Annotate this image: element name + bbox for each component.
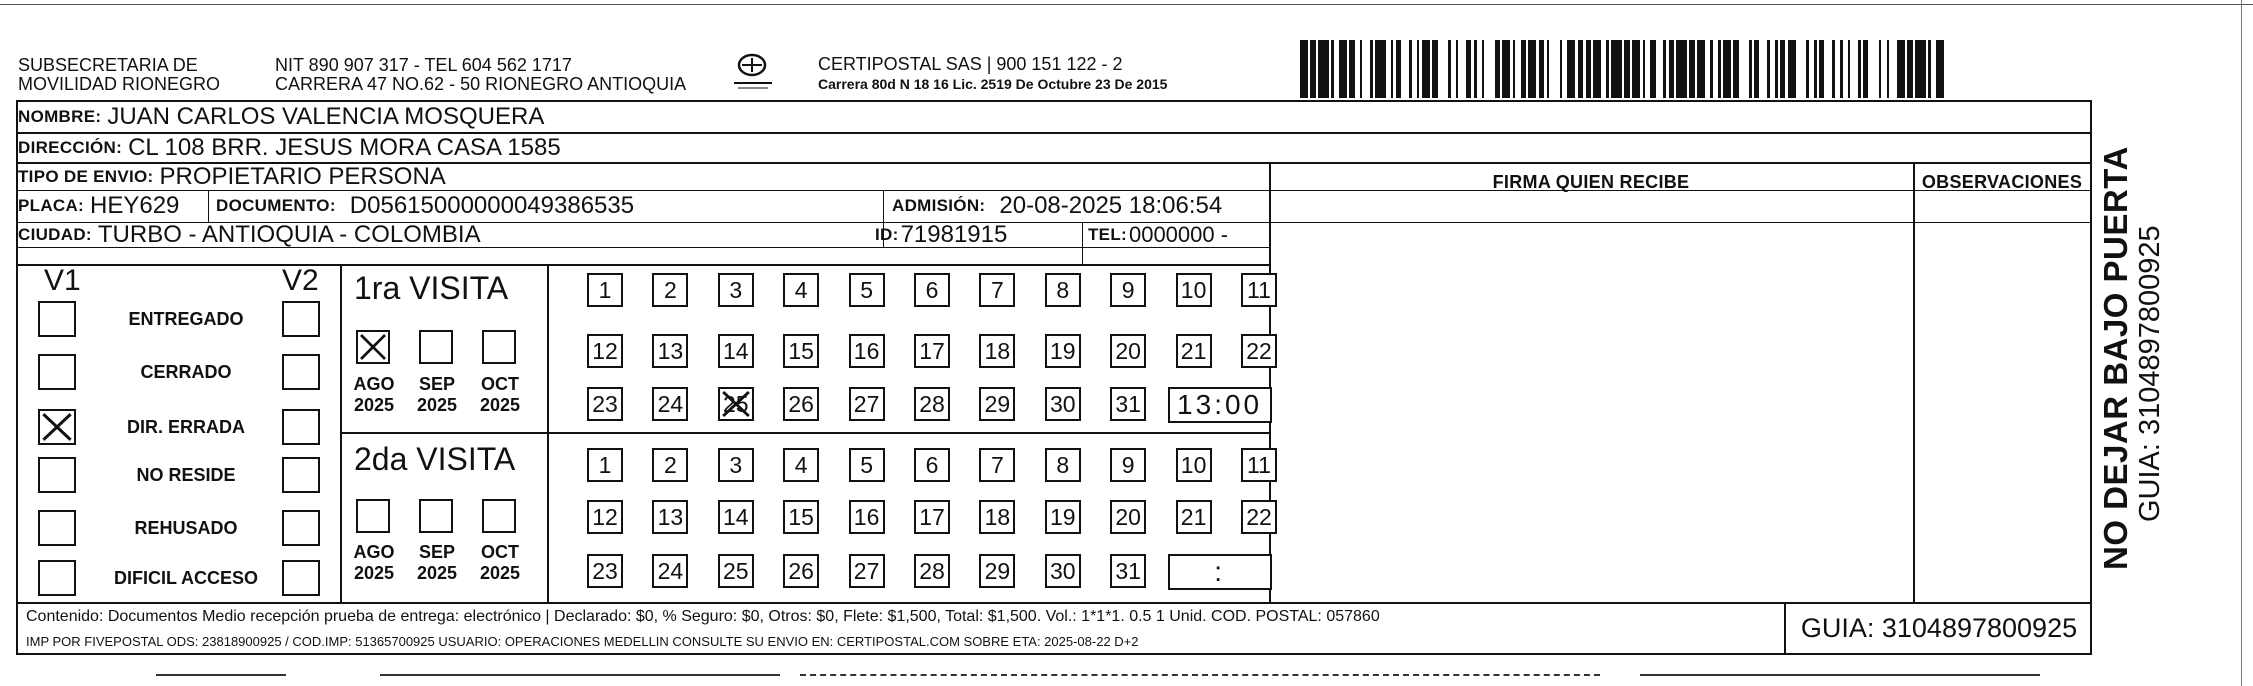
visit2-day-box[interactable]: [1110, 448, 1146, 482]
visit2-day-box[interactable]: [652, 554, 688, 588]
org-contact: [275, 56, 686, 94]
dash-line: [156, 674, 286, 676]
visit1-day-number: 11: [1247, 276, 1271, 303]
visit2-day-box[interactable]: [1241, 448, 1277, 482]
side-guide-number: GUIA: 3104897800925: [2134, 225, 2166, 522]
visit2-day-number: 21: [1180, 503, 1207, 530]
visit2-day-number: 17: [919, 503, 945, 530]
visit1-day-number: 24: [657, 390, 684, 417]
visit2-month-name: AGO: [353, 542, 395, 562]
divider: [16, 264, 1270, 266]
visit2-day-box[interactable]: [849, 500, 885, 534]
document-field: [216, 191, 634, 221]
visit1-day-number: 16: [853, 337, 880, 364]
visit1-day-number: 31: [1115, 390, 1141, 417]
barcode-bar: [1484, 40, 1494, 98]
visit2-day-number: 16: [853, 503, 880, 530]
barcode-bar: [1936, 40, 1944, 98]
visit2-day-box[interactable]: [1241, 500, 1277, 534]
city-label: CIUDAD:: [18, 225, 92, 244]
visit1-day-number: 8: [1056, 276, 1070, 303]
divider: [1269, 162, 1271, 602]
divider: [208, 190, 209, 222]
barcode-bar: [1759, 40, 1767, 98]
visit2-day-number: 1: [598, 451, 612, 478]
visit1-month-checkbox[interactable]: [356, 330, 390, 364]
visit2-day-box[interactable]: [1045, 554, 1081, 588]
visit2-month-year: 2025: [416, 563, 458, 583]
barcode-bar: [1401, 40, 1409, 98]
admission-value: 20-08-2025 18:06:54: [999, 192, 1223, 219]
visit2-day-number: 4: [794, 451, 808, 478]
org-line-1: SUBSECRETARIA DE: [18, 55, 198, 75]
barcode-bar: [1632, 40, 1640, 98]
visit1-time-box[interactable]: [1168, 387, 1272, 423]
barcode-bar: [1676, 40, 1686, 98]
visit2-day-box[interactable]: [718, 554, 754, 588]
visit2-day-number: 11: [1247, 451, 1271, 478]
divider: [547, 264, 549, 602]
visit1-day-number: 14: [723, 337, 749, 364]
courier-info: [818, 54, 1167, 94]
shipping-type-label: TIPO DE ENVIO:: [18, 167, 154, 186]
visit1-day-number: 4: [794, 276, 808, 303]
visit1-month-name: OCT: [481, 374, 519, 394]
visit2-day-number: 29: [984, 557, 1011, 584]
visit1-day-box[interactable]: [914, 334, 950, 368]
visit2-day-number: 31: [1115, 557, 1141, 584]
visit2-day-number: 27: [853, 557, 880, 584]
v2-checkbox[interactable]: [282, 409, 320, 445]
visit1-day-box[interactable]: [587, 387, 623, 421]
visit1-day-box[interactable]: [1241, 334, 1277, 368]
visit1-day-number: 17: [919, 337, 945, 364]
plate-value: HEY629: [90, 192, 180, 219]
address-label: DIRECCIÓN:: [18, 138, 123, 157]
v2-label: V2: [282, 264, 319, 297]
visit1-day-number: 23: [592, 390, 618, 417]
visit1-day-number: 9: [1121, 276, 1135, 303]
visit1-day-number: 22: [1246, 337, 1272, 364]
status-label: DIR. ERRADA: [126, 417, 245, 437]
status-label: ENTREGADO: [128, 309, 244, 329]
visit1-day-box[interactable]: [652, 273, 688, 307]
id-field: [875, 222, 1007, 248]
visit2-day-box[interactable]: [783, 500, 819, 534]
v2-checkbox[interactable]: [282, 301, 320, 337]
nit-line: NIT 890 907 317 - TEL 604 562 1717: [275, 55, 572, 75]
divider: [1913, 162, 1915, 602]
barcode-bar: [1915, 40, 1925, 98]
visit1-day-box[interactable]: [1045, 334, 1081, 368]
address-row: [18, 133, 561, 163]
visit1-day-number: 13: [657, 337, 684, 364]
visit1-month-year: 2025: [416, 395, 458, 415]
barcode-bar: [1438, 40, 1448, 98]
guide-number-box: GUIA: 3104897800925: [1800, 613, 2078, 643]
visit2-time-box[interactable]: [1168, 554, 1272, 590]
barcode: [1300, 40, 1940, 98]
barcode-bar: [1889, 40, 1897, 98]
visit1-day-number: 5: [860, 276, 873, 303]
org-name: [18, 56, 220, 94]
visit2-title: 2da VISITA: [354, 441, 516, 477]
visit2-day-box[interactable]: [1176, 448, 1212, 482]
certipostal-logo-icon: [728, 50, 778, 92]
barcode-bar: [1824, 40, 1832, 98]
admission-label: ADMISIÓN:: [892, 196, 986, 215]
tel-field: [1088, 222, 1228, 248]
visit1-day-number: 26: [788, 390, 814, 417]
visit1-day-number: 15: [788, 337, 814, 364]
barcode-bar: [1739, 40, 1749, 98]
visit1-title: 1ra VISITA: [354, 270, 509, 306]
address-line: CARRERA 47 NO.62 - 50 RIONEGRO ANTIOQUIA: [275, 74, 687, 94]
status-label: NO RESIDE: [136, 465, 236, 485]
visit1-month-label: [472, 374, 528, 416]
org-line-2: MOVILIDAD RIONEGRO: [18, 74, 221, 94]
visit2-day-box[interactable]: [1110, 554, 1146, 588]
barcode-bar: [1788, 40, 1796, 98]
courier-line-2: Carrera 80d N 18 16 Lic. 2519 De Octubre 23 De 2015: [818, 76, 1168, 92]
visit2-day-number: 7: [990, 451, 1004, 478]
visit2-day-box[interactable]: [979, 448, 1015, 482]
divider: [1082, 222, 1083, 264]
document-label: DOCUMENTO:: [216, 196, 336, 215]
plate-field: [18, 191, 179, 221]
visit1-day-number: 28: [919, 390, 945, 417]
visit2-day-number: 2: [663, 451, 677, 478]
day-cross-mark: [720, 389, 752, 419]
visit2-day-number: 12: [592, 503, 618, 530]
document-value: D05615000000049386535: [349, 192, 635, 219]
v1-label: V1: [44, 264, 81, 297]
visit1-day-box[interactable]: [849, 387, 885, 421]
visit1-day-box[interactable]: [1110, 273, 1146, 307]
dash-line: [1640, 674, 2040, 676]
visit2-month-label: [472, 542, 528, 584]
visit2-day-number: 18: [984, 503, 1011, 530]
visit1-day-number: 30: [1050, 390, 1076, 417]
name-label: NOMBRE:: [18, 107, 102, 126]
barcode-bar: [1593, 40, 1601, 98]
v2-checkbox[interactable]: [282, 457, 320, 493]
visit1-day-number: 6: [925, 276, 939, 303]
scan-edge-line: [0, 4, 2253, 5]
visit2-day-box[interactable]: [783, 448, 819, 482]
visit1-day-box[interactable]: [1045, 273, 1081, 307]
barcode-bar: [1723, 40, 1731, 98]
visit2-day-box[interactable]: [1176, 500, 1212, 534]
visit2-day-number: 26: [788, 557, 814, 584]
visit1-day-number: 20: [1115, 337, 1141, 364]
signature-area[interactable]: [1272, 194, 1912, 600]
visit1-day-box[interactable]: [1110, 387, 1146, 421]
visit2-month-label: [346, 542, 402, 584]
visit1-month-checkbox[interactable]: [419, 330, 453, 364]
visit2-day-box[interactable]: [914, 500, 950, 534]
v1-checkbox[interactable]: [38, 409, 76, 445]
observations-area[interactable]: [1916, 194, 2088, 600]
visit2-month-checkbox[interactable]: [482, 499, 516, 533]
barcode-bar: [1897, 40, 1905, 98]
barcode-bar: [1300, 40, 1308, 98]
visit2-day-number: 9: [1121, 451, 1135, 478]
barcode-bar: [1611, 40, 1621, 98]
visit1-day-box[interactable]: [718, 273, 754, 307]
visit2-month-name: SEP: [418, 542, 456, 562]
visit1-month-label: [409, 374, 465, 416]
v2-checkbox[interactable]: [282, 354, 320, 390]
visit2-day-number: 10: [1180, 451, 1207, 478]
visit2-day-number: 8: [1056, 451, 1070, 478]
visit1-day-number: 3: [729, 276, 743, 303]
visit2-day-box[interactable]: [979, 554, 1015, 588]
visit2-day-number: 23: [592, 557, 618, 584]
visit1-day-box[interactable]: [1045, 387, 1081, 421]
divider: [16, 602, 2092, 604]
divider: [340, 264, 342, 602]
visit1-day-box[interactable]: [1176, 334, 1212, 368]
status-label: REHUSADO: [134, 518, 238, 538]
visit1-day-box[interactable]: [979, 273, 1015, 307]
status-label: CERRADO: [140, 362, 232, 382]
tel-label: TEL:: [1088, 225, 1127, 244]
visit1-day-number: 29: [984, 390, 1011, 417]
barcode-bar: [1375, 40, 1385, 98]
visit1-day-box[interactable]: [652, 387, 688, 421]
visit2-day-box[interactable]: [718, 500, 754, 534]
visit1-day-number: 27: [853, 390, 880, 417]
barcode-bar: [1458, 40, 1466, 98]
visit1-day-box[interactable]: [849, 273, 885, 307]
visit2-day-box[interactable]: [652, 500, 688, 534]
visit1-day-box[interactable]: [783, 387, 819, 421]
visit2-day-number: 28: [919, 557, 945, 584]
visit2-day-number: 20: [1115, 503, 1141, 530]
barcode-bar: [1422, 40, 1430, 98]
visit1-month-checkbox[interactable]: [482, 330, 516, 364]
barcode-bar: [1567, 40, 1575, 98]
name-row: [18, 102, 544, 132]
visit1-month-name: AGO: [353, 374, 395, 394]
barcode-bar: [1362, 40, 1370, 98]
visit2-day-number: 15: [788, 503, 814, 530]
visit2-day-box[interactable]: [914, 448, 950, 482]
visit1-day-box[interactable]: [652, 334, 688, 368]
visit2-day-box[interactable]: [979, 500, 1015, 534]
barcode-bar: [1318, 40, 1328, 98]
print-line: IMP POR FIVEPOSTAL ODS: 23818900925 / COD.IMP: 51365700925 USUARIO: OPERACIONES MEDELLIN CONSULTE SU ENVIO EN: CERTIPOSTAL.COM SOBRE ETA: 2025-08-22 D+2: [26, 634, 1139, 649]
status-label: DIFICIL ACCESO: [113, 568, 258, 588]
v1-checkbox[interactable]: [38, 510, 76, 546]
contents-line: Contenido: Documentos Medio recepción prueba de entrega: electrónico | Declarado: $0, % Seguro: $0, Otros: $0, Flete: $1,500, Total: $1,500. Vol.: 1*1*1. 0.5 1 Unid. COD. POSTAL: 057860: [26, 608, 1380, 625]
visit1-month-year: 2025: [479, 395, 521, 415]
visit2-day-box[interactable]: [849, 448, 885, 482]
barcode-bar: [1339, 40, 1347, 98]
visit2-month-year: 2025: [479, 563, 521, 583]
visit2-day-number: 6: [925, 451, 939, 478]
visit1-day-box[interactable]: [718, 387, 754, 421]
visit1-month-name: SEP: [418, 374, 456, 394]
shipping-type-row: [18, 162, 446, 192]
visit1-month-label: [346, 374, 402, 416]
visit2-day-box[interactable]: [587, 448, 623, 482]
visit2-day-box[interactable]: [652, 448, 688, 482]
visit2-day-box[interactable]: [783, 554, 819, 588]
barcode-bar: [1796, 40, 1806, 98]
visit2-day-number: 25: [723, 557, 749, 584]
visit2-month-name: OCT: [481, 542, 519, 562]
observations-header: OBSERVACIONES: [1921, 172, 2083, 192]
v1-checkbox[interactable]: [38, 457, 76, 493]
visit1-day-box[interactable]: [1241, 273, 1277, 307]
visit2-time-value: :: [1214, 556, 1225, 587]
v1-checkbox[interactable]: [38, 354, 76, 390]
barcode-bar: [1528, 40, 1536, 98]
visit1-day-box[interactable]: [979, 387, 1015, 421]
v1-checkbox[interactable]: [38, 560, 76, 596]
visit1-day-number: 1: [598, 276, 612, 303]
visit1-day-box[interactable]: [587, 273, 623, 307]
visit2-day-box[interactable]: [914, 554, 950, 588]
visit1-day-box[interactable]: [783, 334, 819, 368]
visit1-day-box[interactable]: [849, 334, 885, 368]
visit2-month-year: 2025: [353, 563, 395, 583]
scan-edge-line-right: [2241, 0, 2242, 686]
visit2-day-box[interactable]: [1045, 500, 1081, 534]
signature-header: FIRMA QUIEN RECIBE: [1492, 172, 1690, 192]
id-label: ID:: [875, 225, 899, 244]
visit2-day-number: 19: [1050, 503, 1076, 530]
visit2-month-checkbox[interactable]: [419, 499, 453, 533]
dash-line: [380, 674, 780, 676]
visit2-day-box[interactable]: [849, 554, 885, 588]
dash-line: [800, 674, 1600, 676]
no-under-door-warning: NO DEJAR BAJO PUERTA: [2097, 146, 2134, 570]
visit1-day-box[interactable]: [1110, 334, 1146, 368]
admission-field: [892, 191, 1222, 221]
v1-checkbox[interactable]: [38, 301, 76, 337]
visit1-day-number: 10: [1180, 276, 1207, 303]
visit2-day-number: 3: [729, 451, 743, 478]
plate-label: PLACA:: [18, 196, 85, 215]
visit1-day-number: 2: [663, 276, 677, 303]
barcode-bar: [1502, 40, 1510, 98]
visit2-month-label: [409, 542, 465, 584]
v2-checkbox[interactable]: [282, 560, 320, 596]
visit2-day-box[interactable]: [718, 448, 754, 482]
name-value: JUAN CARLOS VALENCIA MOSQUERA: [107, 103, 545, 130]
shipping-type-value: PROPIETARIO PERSONA: [159, 163, 446, 190]
barcode-bar: [1850, 40, 1858, 98]
tel-value: 0000000 -: [1128, 222, 1229, 247]
visit1-day-box[interactable]: [718, 334, 754, 368]
barcode-bar: [1868, 40, 1878, 98]
barcode-bar: [1549, 40, 1559, 98]
visit2-day-number: 5: [860, 451, 873, 478]
visit1-day-box[interactable]: [914, 387, 950, 421]
visit2-day-number: 22: [1246, 503, 1272, 530]
visit1-day-box[interactable]: [979, 334, 1015, 368]
visit1-day-number: 7: [990, 276, 1004, 303]
barcode-bar: [1656, 40, 1664, 98]
divider: [340, 432, 1270, 434]
visit2-day-number: 30: [1050, 557, 1076, 584]
visit1-day-number: 25: [723, 390, 749, 417]
visit2-day-box[interactable]: [1045, 448, 1081, 482]
city-value: TURBO - ANTIOQUIA - COLOMBIA: [97, 221, 481, 248]
barcode-bar: [1697, 40, 1705, 98]
visit2-day-number: 13: [657, 503, 684, 530]
visit1-day-number: 12: [592, 337, 618, 364]
visit1-day-number: 21: [1180, 337, 1207, 364]
address-value: CL 108 BRR. JESUS MORA CASA 1585: [128, 134, 561, 161]
visit1-day-box[interactable]: [1176, 273, 1212, 307]
visit2-month-checkbox[interactable]: [356, 499, 390, 533]
visit1-day-number: 18: [984, 337, 1011, 364]
visit1-day-number: 19: [1050, 337, 1076, 364]
visit1-month-year: 2025: [353, 395, 395, 415]
visit2-day-box[interactable]: [587, 500, 623, 534]
id-value: 71981915: [900, 221, 1008, 248]
visit2-day-box[interactable]: [1110, 500, 1146, 534]
courier-line-1: CERTIPOSTAL SAS | 900 151 122 - 2: [818, 54, 1123, 74]
v2-checkbox[interactable]: [282, 510, 320, 546]
visit1-day-box[interactable]: [914, 273, 950, 307]
visit1-day-box[interactable]: [587, 334, 623, 368]
visit1-day-box[interactable]: [783, 273, 819, 307]
visit1-time-value: 13:00: [1177, 389, 1263, 420]
visit2-day-number: 14: [723, 503, 749, 530]
visit2-day-number: 24: [657, 557, 684, 584]
city-field: [18, 222, 481, 248]
divider: [2090, 132, 2092, 162]
visit2-day-box[interactable]: [587, 554, 623, 588]
